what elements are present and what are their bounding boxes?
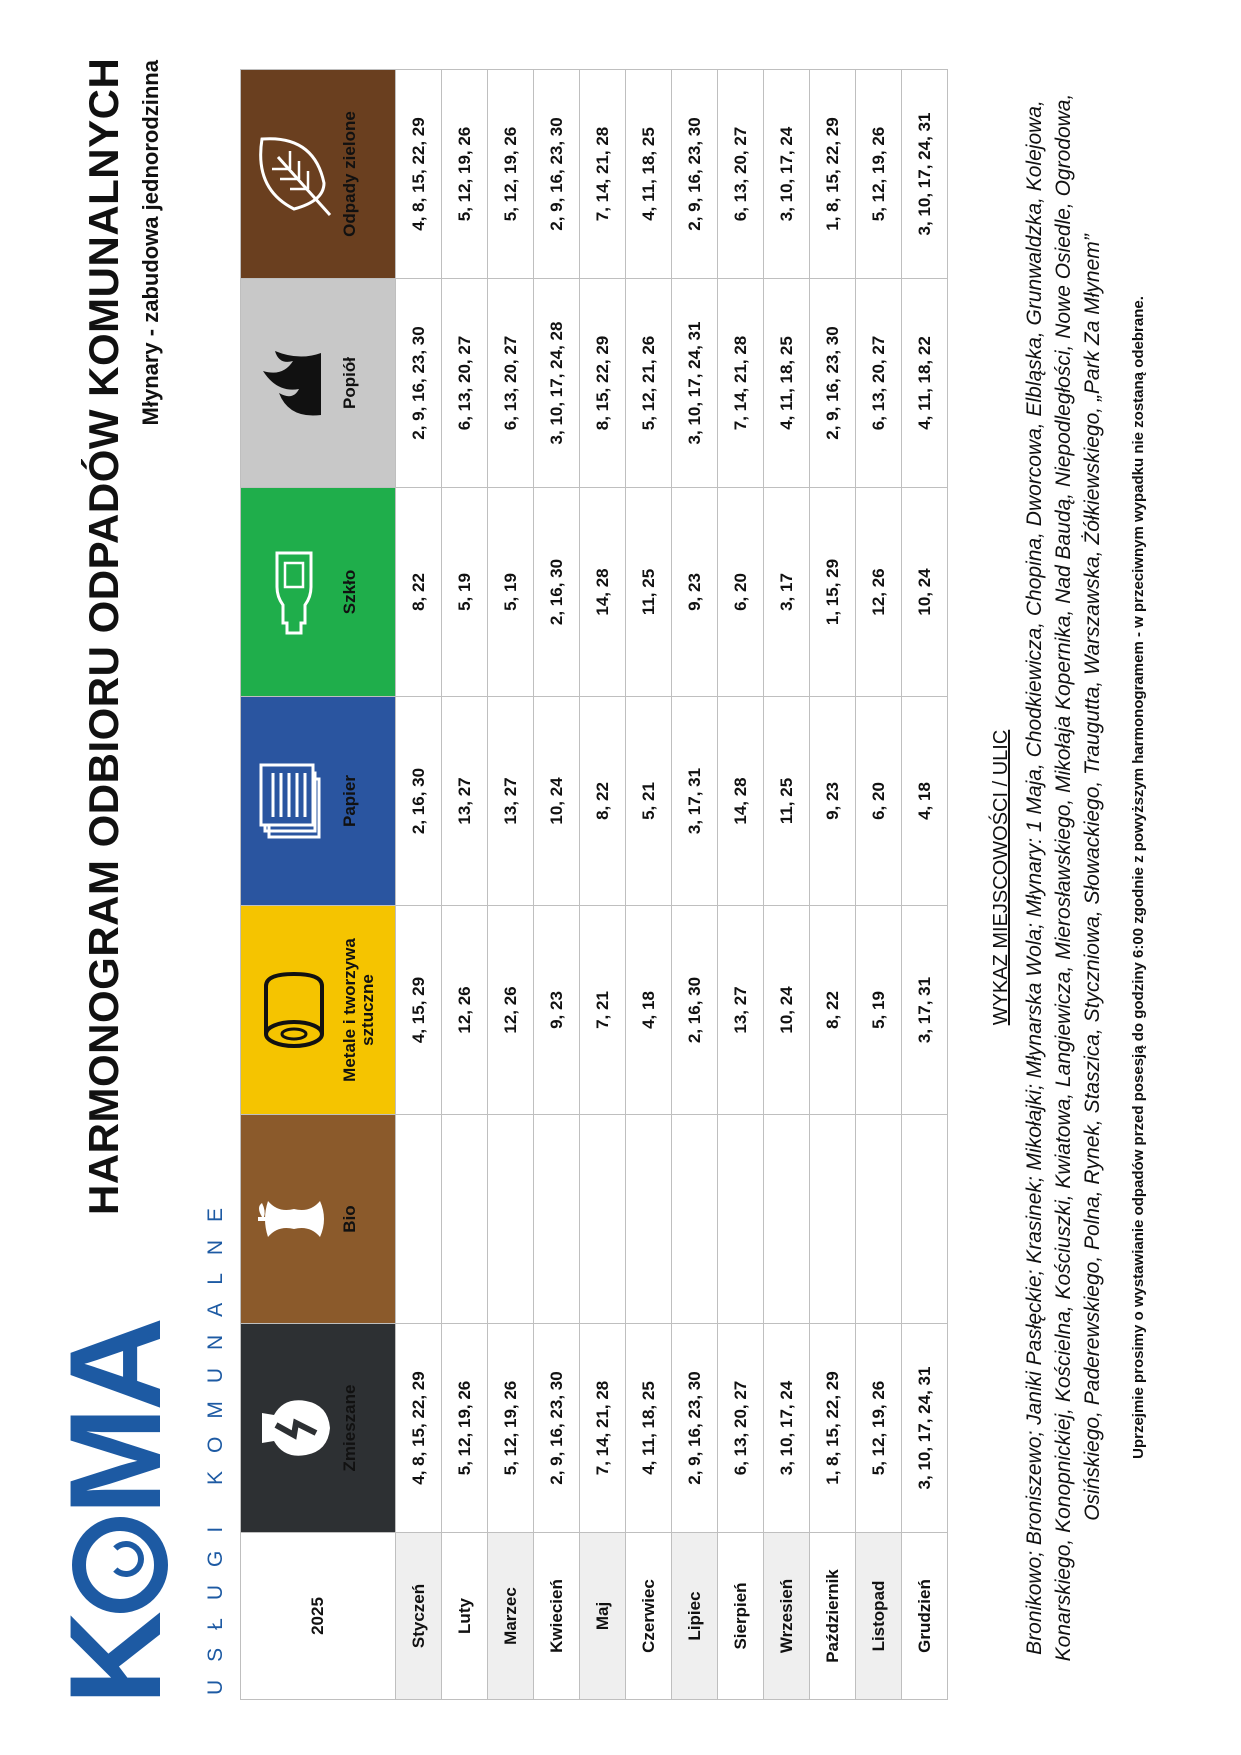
dates-cell: 5, 19	[488, 488, 534, 697]
month-cell: Sierpień	[718, 1533, 764, 1700]
locations-heading: WYKAZ MIEJSCOWOŚCI / ULIC	[990, 729, 1012, 1026]
dates-cell: 2, 16, 30	[534, 488, 580, 697]
apple-core-icon	[254, 1189, 334, 1249]
locations-line: Bronikowo; Broniszewo; Janiki Pasłęckie; Krasinek; Mikołajki; Młynarska Wola; Młynary: 1 Maja, Chodkiewicza, Chopina, Dworcowa, Elbląska, Grunwaldzka, Kolejowa,	[1023, 100, 1046, 1655]
locations-line: Konarskiego, Konopnickiej, Kościelna, Kościuszki, Kwiatowa, Langiewicza, Mierosławskiego, Mikołaja Kopernika, Nad Baudą, Niepodległości, Nowe Osiedle, Ogrodowa,	[1052, 93, 1075, 1662]
bottle-icon	[269, 547, 319, 637]
dates-cell: 7, 14, 21, 28	[580, 70, 626, 279]
dates-cell: 3, 17, 31	[902, 906, 948, 1115]
year-header: 2025	[241, 1533, 396, 1700]
dates-cell: 13, 27	[488, 697, 534, 906]
dates-cell	[718, 1115, 764, 1324]
dates-cell: 3, 10, 17, 24	[764, 1324, 810, 1533]
dates-cell: 4, 8, 15, 22, 29	[396, 70, 442, 279]
leaf-icon	[254, 129, 334, 219]
dates-cell: 11, 25	[626, 488, 672, 697]
col-bio	[241, 1115, 396, 1324]
dates-cell: 4, 18	[626, 906, 672, 1115]
dates-cell: 4, 11, 18, 25	[764, 279, 810, 488]
dates-cell: 12, 26	[488, 906, 534, 1115]
dates-cell	[626, 1115, 672, 1324]
dates-cell: 6, 20	[856, 697, 902, 906]
col-szklo	[241, 488, 396, 697]
dates-cell: 1, 8, 15, 22, 29	[810, 70, 856, 279]
table-row	[856, 70, 902, 1700]
dates-cell: 12, 26	[442, 906, 488, 1115]
month-cell: Grudzień	[902, 1533, 948, 1700]
paper-stack-icon	[259, 761, 329, 841]
month-cell: Wrzesień	[764, 1533, 810, 1700]
table-row	[810, 70, 856, 1700]
dates-cell: 6, 13, 20, 27	[718, 1324, 764, 1533]
col-label: Odpady zielone	[340, 111, 359, 237]
logo-recycle-o	[72, 1517, 168, 1613]
dates-cell: 6, 13, 20, 27	[442, 279, 488, 488]
month-cell: Maj	[580, 1533, 626, 1700]
locations-line: Osińskiego, Paderewskiego, Polna, Rynek, Staszica, Styczniowa, Słowackiego, Traugutta, Warszawska, Żółkiewskiego, „Park Za Młynem”	[1081, 234, 1104, 1521]
dates-cell	[902, 1115, 948, 1324]
dates-cell: 7, 14, 21, 28	[718, 279, 764, 488]
month-cell: Luty	[442, 1533, 488, 1700]
dates-cell: 5, 19	[856, 906, 902, 1115]
dates-cell: 5, 12, 19, 26	[488, 1324, 534, 1533]
table-row	[442, 70, 488, 1700]
dates-cell: 8, 15, 22, 29	[580, 279, 626, 488]
dates-cell	[488, 1115, 534, 1324]
dates-cell: 2, 9, 16, 23, 30	[810, 279, 856, 488]
table-row	[626, 70, 672, 1700]
dates-cell: 5, 12, 19, 26	[488, 70, 534, 279]
month-cell: Styczeń	[396, 1533, 442, 1700]
dates-cell: 4, 11, 18, 22	[902, 279, 948, 488]
schedule-body	[396, 70, 948, 1700]
month-cell: Listopad	[856, 1533, 902, 1700]
schedule-table	[240, 69, 948, 1700]
col-popiol	[241, 279, 396, 488]
col-label: Zmieszane	[340, 1384, 359, 1472]
month-cell: Lipiec	[672, 1533, 718, 1700]
month-cell: Październik	[810, 1533, 856, 1700]
table-row	[488, 70, 534, 1700]
collection-notice: Uprzejmie prosimy o wystawianie odpadów przed posesją do godziny 6:00 zgodnie z powyższym harmonogramem - w przeciwnym wypadku nie zostaną odebrane.	[1130, 296, 1147, 1459]
flame-icon	[259, 343, 329, 423]
logo-subtext: USŁUGI KOMUNALNE	[204, 1189, 227, 1695]
dates-cell	[396, 1115, 442, 1324]
dates-cell: 13, 27	[718, 906, 764, 1115]
dates-cell: 3, 10, 17, 24, 31	[902, 70, 948, 279]
dates-cell: 3, 17, 31	[672, 697, 718, 906]
dates-cell: 6, 20	[718, 488, 764, 697]
page-title: HARMONOGRAM ODBIORU ODPADÓW KOMUNALNYCH	[80, 57, 127, 1215]
dates-cell: 4, 15, 29	[396, 906, 442, 1115]
dates-cell	[764, 1115, 810, 1324]
page-subtitle: Młynary - zabudowa jednorodzinna	[138, 60, 163, 426]
dates-cell: 5, 12, 19, 26	[856, 1324, 902, 1533]
table-row	[580, 70, 626, 1700]
dates-cell: 5, 19	[442, 488, 488, 697]
dates-cell: 11, 25	[764, 697, 810, 906]
table-row	[764, 70, 810, 1700]
dates-cell: 6, 13, 20, 27	[856, 279, 902, 488]
logo-word: KMA	[42, 1320, 188, 1705]
col-label: Popiół	[340, 357, 359, 409]
dates-cell: 4, 18	[902, 697, 948, 906]
dates-cell: 12, 26	[856, 488, 902, 697]
dates-cell: 10, 24	[902, 488, 948, 697]
col-label: Metale i tworzywa sztuczne	[340, 938, 377, 1082]
dates-cell: 13, 27	[442, 697, 488, 906]
col-label: Papier	[340, 775, 359, 827]
can-icon	[259, 970, 329, 1050]
table-row	[718, 70, 764, 1700]
table-row	[672, 70, 718, 1700]
dates-cell: 3, 10, 17, 24, 31	[672, 279, 718, 488]
locations-list	[1020, 55, 1107, 1700]
dates-cell: 9, 23	[810, 697, 856, 906]
dates-cell: 4, 11, 18, 25	[626, 70, 672, 279]
dates-cell: 4, 8, 15, 22, 29	[396, 1324, 442, 1533]
dates-cell: 14, 28	[718, 697, 764, 906]
dates-cell: 3, 10, 17, 24, 31	[902, 1324, 948, 1533]
dates-cell: 2, 9, 16, 23, 30	[672, 1324, 718, 1533]
month-cell: Marzec	[488, 1533, 534, 1700]
dates-cell: 9, 23	[534, 906, 580, 1115]
dates-cell: 9, 23	[672, 488, 718, 697]
dates-cell: 7, 14, 21, 28	[580, 1324, 626, 1533]
dates-cell	[810, 1115, 856, 1324]
broken-vase-icon	[254, 1393, 334, 1463]
dates-cell: 10, 24	[764, 906, 810, 1115]
dates-cell: 6, 13, 20, 27	[488, 279, 534, 488]
dates-cell: 1, 8, 15, 22, 29	[810, 1324, 856, 1533]
dates-cell: 3, 17	[764, 488, 810, 697]
dates-cell: 5, 21	[626, 697, 672, 906]
dates-cell	[580, 1115, 626, 1324]
dates-cell: 8, 22	[810, 906, 856, 1115]
col-metale	[241, 906, 396, 1115]
dates-cell	[672, 1115, 718, 1324]
month-cell: Kwiecień	[534, 1533, 580, 1700]
col-label: Szkło	[340, 569, 359, 615]
dates-cell: 2, 16, 30	[672, 906, 718, 1115]
dates-cell: 2, 9, 16, 23, 30	[534, 1324, 580, 1533]
dates-cell: 2, 9, 16, 23, 30	[672, 70, 718, 279]
dates-cell	[856, 1115, 902, 1324]
dates-cell: 1, 15, 29	[810, 488, 856, 697]
col-papier	[241, 697, 396, 906]
dates-cell: 2, 9, 16, 23, 30	[396, 279, 442, 488]
dates-cell: 3, 10, 17, 24	[764, 70, 810, 279]
col-odpady-zielone	[241, 70, 396, 279]
dates-cell: 3, 10, 17, 24, 28	[534, 279, 580, 488]
dates-cell: 6, 13, 20, 27	[718, 70, 764, 279]
dates-cell: 5, 12, 19, 26	[442, 70, 488, 279]
table-row	[396, 70, 442, 1700]
dates-cell: 8, 22	[396, 488, 442, 697]
dates-cell: 2, 16, 30	[396, 697, 442, 906]
dates-cell: 8, 22	[580, 697, 626, 906]
dates-cell: 10, 24	[534, 697, 580, 906]
col-zmieszane	[241, 1324, 396, 1533]
month-cell: Czerwiec	[626, 1533, 672, 1700]
table-row	[534, 70, 580, 1700]
dates-cell: 14, 28	[580, 488, 626, 697]
company-logo	[42, 1145, 227, 1705]
col-label: Bio	[340, 1205, 359, 1233]
header-row	[241, 70, 396, 1700]
dates-cell	[442, 1115, 488, 1324]
table-row	[902, 70, 948, 1700]
dates-cell: 5, 12, 21, 26	[626, 279, 672, 488]
dates-cell: 4, 11, 18, 25	[626, 1324, 672, 1533]
dates-cell: 5, 12, 19, 26	[442, 1324, 488, 1533]
dates-cell: 7, 21	[580, 906, 626, 1115]
dates-cell: 2, 9, 16, 23, 30	[534, 70, 580, 279]
dates-cell: 5, 12, 19, 26	[856, 70, 902, 279]
dates-cell	[534, 1115, 580, 1324]
